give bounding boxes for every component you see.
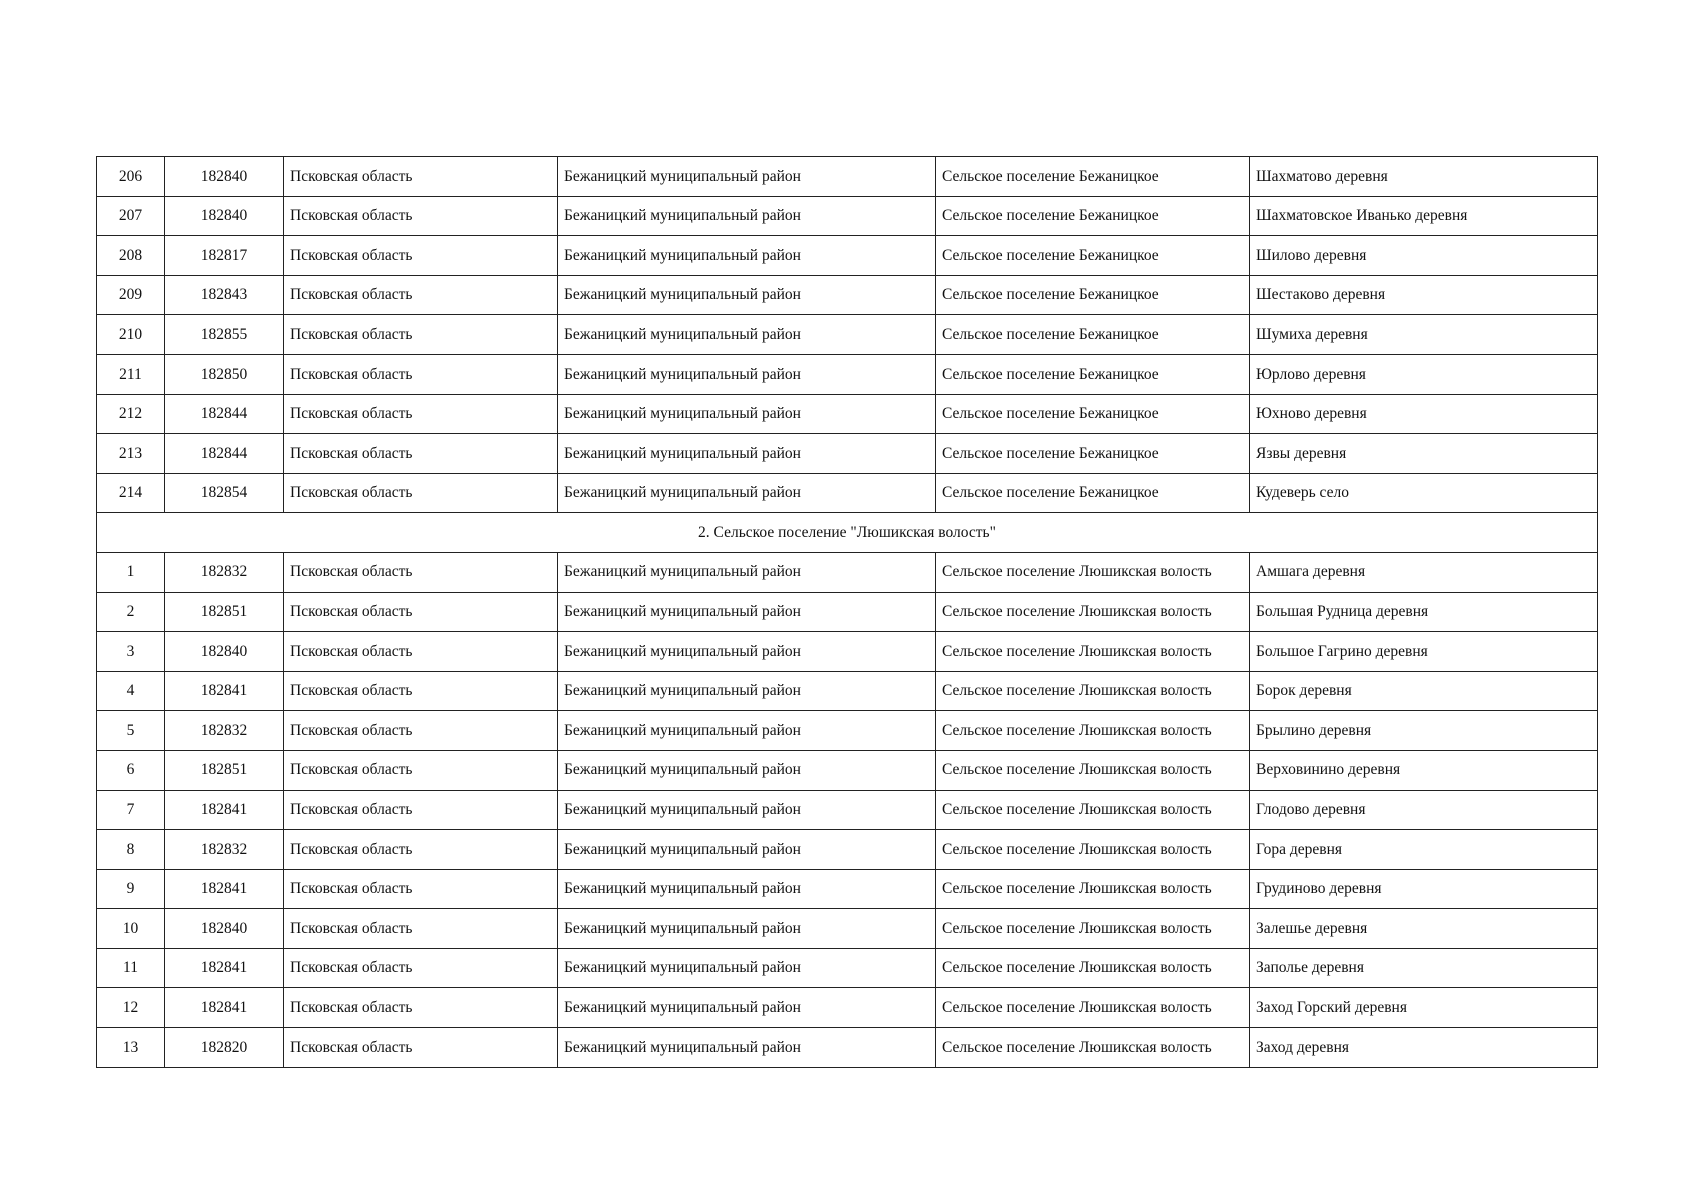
region-cell: Псковская область xyxy=(284,315,558,355)
region-cell: Псковская область xyxy=(284,592,558,632)
table-row xyxy=(97,988,1598,1028)
settlement-cell: Сельское поселение Люшикская волость xyxy=(936,869,1250,909)
settlement-cell: Сельское поселение Люшикская волость xyxy=(936,790,1250,830)
settlement-cell: Сельское поселение Люшикская волость xyxy=(936,948,1250,988)
row-number-cell: 6 xyxy=(97,750,165,790)
postal-code-cell: 182840 xyxy=(165,909,284,949)
district-cell: Бежаницкий муниципальный район xyxy=(558,354,936,394)
row-number-cell: 10 xyxy=(97,909,165,949)
table-row xyxy=(97,315,1598,355)
table-body xyxy=(97,157,1598,1068)
district-cell: Бежаницкий муниципальный район xyxy=(558,750,936,790)
region-cell: Псковская область xyxy=(284,275,558,315)
postal-code-cell: 182832 xyxy=(165,711,284,751)
region-cell: Псковская область xyxy=(284,948,558,988)
table-row xyxy=(97,790,1598,830)
postal-code-cell: 182841 xyxy=(165,869,284,909)
postal-code-cell: 182817 xyxy=(165,236,284,276)
place-name-cell: Борок деревня xyxy=(1250,671,1598,711)
place-name-cell: Юхново деревня xyxy=(1250,394,1598,434)
settlement-cell: Сельское поселение Люшикская волость xyxy=(936,750,1250,790)
row-number-cell: 13 xyxy=(97,1028,165,1068)
table-row xyxy=(97,275,1598,315)
table-row xyxy=(97,236,1598,276)
table-row xyxy=(97,354,1598,394)
postal-code-cell: 182851 xyxy=(165,592,284,632)
place-name-cell: Большая Рудница деревня xyxy=(1250,592,1598,632)
district-cell: Бежаницкий муниципальный район xyxy=(558,830,936,870)
district-cell: Бежаницкий муниципальный район xyxy=(558,790,936,830)
row-number-cell: 208 xyxy=(97,236,165,276)
region-cell: Псковская область xyxy=(284,869,558,909)
district-cell: Бежаницкий муниципальный район xyxy=(558,909,936,949)
row-number-cell: 209 xyxy=(97,275,165,315)
settlement-cell: Сельское поселение Бежаницкое xyxy=(936,394,1250,434)
postal-code-cell: 182851 xyxy=(165,750,284,790)
place-name-cell: Гора деревня xyxy=(1250,830,1598,870)
district-cell: Бежаницкий муниципальный район xyxy=(558,592,936,632)
district-cell: Бежаницкий муниципальный район xyxy=(558,948,936,988)
settlement-cell: Сельское поселение Бежаницкое xyxy=(936,473,1250,513)
region-cell: Псковская область xyxy=(284,1028,558,1068)
table-row xyxy=(97,394,1598,434)
section-heading-row xyxy=(97,513,1598,553)
table-row xyxy=(97,948,1598,988)
postal-code-cell: 182841 xyxy=(165,948,284,988)
place-name-cell: Заход Горский деревня xyxy=(1250,988,1598,1028)
place-name-cell: Шахматовское Иванько деревня xyxy=(1250,196,1598,236)
region-cell: Псковская область xyxy=(284,632,558,672)
region-cell: Псковская область xyxy=(284,830,558,870)
row-number-cell: 12 xyxy=(97,988,165,1028)
district-cell: Бежаницкий муниципальный район xyxy=(558,434,936,474)
postal-code-cell: 182820 xyxy=(165,1028,284,1068)
row-number-cell: 206 xyxy=(97,157,165,197)
row-number-cell: 11 xyxy=(97,948,165,988)
table-row xyxy=(97,632,1598,672)
settlement-cell: Сельское поселение Люшикская волость xyxy=(936,909,1250,949)
region-cell: Псковская область xyxy=(284,671,558,711)
postal-code-cell: 182844 xyxy=(165,394,284,434)
settlement-cell: Сельское поселение Люшикская волость xyxy=(936,632,1250,672)
place-name-cell: Юрлово деревня xyxy=(1250,354,1598,394)
settlement-cell: Сельское поселение Бежаницкое xyxy=(936,196,1250,236)
district-cell: Бежаницкий муниципальный район xyxy=(558,236,936,276)
district-cell: Бежаницкий муниципальный район xyxy=(558,869,936,909)
district-cell: Бежаницкий муниципальный район xyxy=(558,473,936,513)
row-number-cell: 211 xyxy=(97,354,165,394)
table-row xyxy=(97,909,1598,949)
settlement-cell: Сельское поселение Бежаницкое xyxy=(936,315,1250,355)
region-cell: Псковская область xyxy=(284,196,558,236)
postal-code-cell: 182854 xyxy=(165,473,284,513)
district-cell: Бежаницкий муниципальный район xyxy=(558,711,936,751)
settlement-cell: Сельское поселение Люшикская волость xyxy=(936,592,1250,632)
place-name-cell: Кудеверь село xyxy=(1250,473,1598,513)
settlement-cell: Сельское поселение Люшикская волость xyxy=(936,671,1250,711)
place-name-cell: Грудиново деревня xyxy=(1250,869,1598,909)
postal-code-cell: 182843 xyxy=(165,275,284,315)
settlement-cell: Сельское поселение Бежаницкое xyxy=(936,275,1250,315)
postal-code-cell: 182841 xyxy=(165,790,284,830)
table-row xyxy=(97,157,1598,197)
district-cell: Бежаницкий муниципальный район xyxy=(558,671,936,711)
settlement-cell: Сельское поселение Люшикская волость xyxy=(936,552,1250,592)
postal-code-cell: 182850 xyxy=(165,354,284,394)
district-cell: Бежаницкий муниципальный район xyxy=(558,315,936,355)
postal-code-cell: 182840 xyxy=(165,157,284,197)
postal-code-cell: 182841 xyxy=(165,988,284,1028)
place-name-cell: Брылино деревня xyxy=(1250,711,1598,751)
place-name-cell: Верховинино деревня xyxy=(1250,750,1598,790)
postal-code-cell: 182840 xyxy=(165,196,284,236)
settlement-cell: Сельское поселение Бежаницкое xyxy=(936,434,1250,474)
row-number-cell: 3 xyxy=(97,632,165,672)
region-cell: Псковская область xyxy=(284,473,558,513)
postal-code-cell: 182844 xyxy=(165,434,284,474)
row-number-cell: 9 xyxy=(97,869,165,909)
district-cell: Бежаницкий муниципальный район xyxy=(558,196,936,236)
place-name-cell: Залешье деревня xyxy=(1250,909,1598,949)
row-number-cell: 5 xyxy=(97,711,165,751)
place-name-cell: Шахматово деревня xyxy=(1250,157,1598,197)
table-row xyxy=(97,750,1598,790)
region-cell: Псковская область xyxy=(284,394,558,434)
row-number-cell: 1 xyxy=(97,552,165,592)
settlement-cell: Сельское поселение Люшикская волость xyxy=(936,1028,1250,1068)
settlement-cell: Сельское поселение Бежаницкое xyxy=(936,236,1250,276)
place-name-cell: Язвы деревня xyxy=(1250,434,1598,474)
settlement-cell: Сельское поселение Бежаницкое xyxy=(936,157,1250,197)
row-number-cell: 212 xyxy=(97,394,165,434)
place-name-cell: Заполье деревня xyxy=(1250,948,1598,988)
settlement-cell: Сельское поселение Люшикская волость xyxy=(936,830,1250,870)
region-cell: Псковская область xyxy=(284,434,558,474)
row-number-cell: 213 xyxy=(97,434,165,474)
region-cell: Псковская область xyxy=(284,909,558,949)
district-cell: Бежаницкий муниципальный район xyxy=(558,988,936,1028)
district-cell: Бежаницкий муниципальный район xyxy=(558,1028,936,1068)
place-name-cell: Шумиха деревня xyxy=(1250,315,1598,355)
row-number-cell: 8 xyxy=(97,830,165,870)
table-row xyxy=(97,592,1598,632)
row-number-cell: 214 xyxy=(97,473,165,513)
table-row xyxy=(97,473,1598,513)
region-cell: Псковская область xyxy=(284,711,558,751)
postal-code-cell: 182832 xyxy=(165,830,284,870)
district-cell: Бежаницкий муниципальный район xyxy=(558,552,936,592)
place-name-cell: Большое Гагрино деревня xyxy=(1250,632,1598,672)
table-row xyxy=(97,552,1598,592)
table-row xyxy=(97,671,1598,711)
row-number-cell: 2 xyxy=(97,592,165,632)
settlement-cell: Сельское поселение Люшикская волость xyxy=(936,711,1250,751)
table-row xyxy=(97,196,1598,236)
place-name-cell: Амшага деревня xyxy=(1250,552,1598,592)
place-name-cell: Глодово деревня xyxy=(1250,790,1598,830)
postal-code-cell: 182841 xyxy=(165,671,284,711)
place-name-cell: Заход деревня xyxy=(1250,1028,1598,1068)
region-cell: Псковская область xyxy=(284,354,558,394)
postal-code-cell: 182855 xyxy=(165,315,284,355)
table-row xyxy=(97,711,1598,751)
table-row xyxy=(97,869,1598,909)
place-name-cell: Шилово деревня xyxy=(1250,236,1598,276)
region-cell: Псковская область xyxy=(284,750,558,790)
district-cell: Бежаницкий муниципальный район xyxy=(558,275,936,315)
region-cell: Псковская область xyxy=(284,552,558,592)
table-row xyxy=(97,434,1598,474)
region-cell: Псковская область xyxy=(284,157,558,197)
postal-code-cell: 182840 xyxy=(165,632,284,672)
row-number-cell: 4 xyxy=(97,671,165,711)
region-cell: Псковская область xyxy=(284,236,558,276)
row-number-cell: 7 xyxy=(97,790,165,830)
table-row xyxy=(97,830,1598,870)
region-cell: Псковская область xyxy=(284,790,558,830)
row-number-cell: 207 xyxy=(97,196,165,236)
district-cell: Бежаницкий муниципальный район xyxy=(558,394,936,434)
settlement-cell: Сельское поселение Бежаницкое xyxy=(936,354,1250,394)
region-cell: Псковская область xyxy=(284,988,558,1028)
postal-code-cell: 182832 xyxy=(165,552,284,592)
district-cell: Бежаницкий муниципальный район xyxy=(558,157,936,197)
table-row xyxy=(97,1028,1598,1068)
section-heading: 2. Сельское поселение "Люшикская волость" xyxy=(97,513,1598,553)
settlement-cell: Сельское поселение Люшикская волость xyxy=(936,988,1250,1028)
settlements-table xyxy=(96,156,1598,1068)
place-name-cell: Шестаково деревня xyxy=(1250,275,1598,315)
row-number-cell: 210 xyxy=(97,315,165,355)
district-cell: Бежаницкий муниципальный район xyxy=(558,632,936,672)
